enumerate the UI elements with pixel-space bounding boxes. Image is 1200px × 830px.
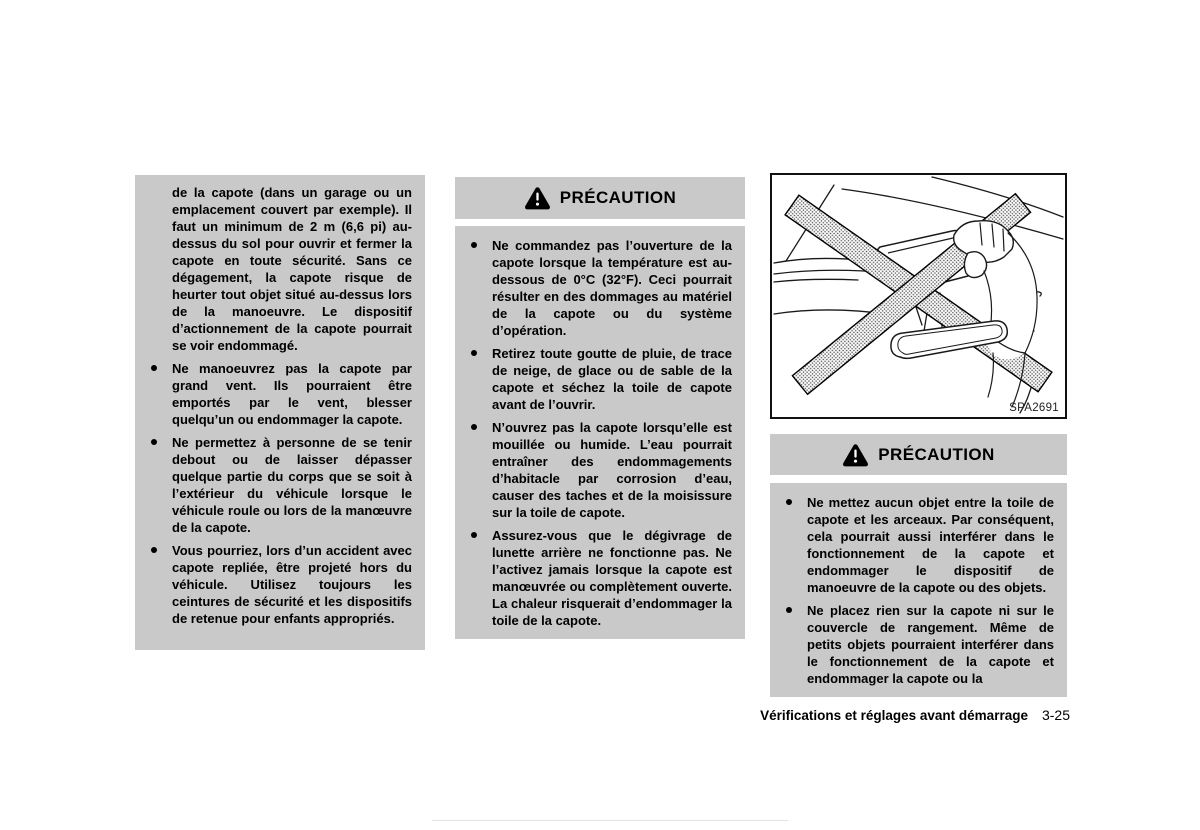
middle-caution-panel xyxy=(455,226,745,639)
caution-header xyxy=(770,434,1067,475)
figure-code-label: SPA2691 xyxy=(1009,402,1059,414)
bullet-text: Ne mettez aucun objet entre la toile de capote et les arceaux. Par conséquent, cela pourrait aussi interférer dans le fonctionnement de la capote et endommager le dispositif de manoeuvre de la capote ou des objets. xyxy=(807,495,1054,595)
figure-crossed-out-top-latch xyxy=(770,173,1067,419)
right-caution-panel xyxy=(770,483,1067,697)
bullet-dot-icon xyxy=(471,242,477,248)
caution-bullet xyxy=(468,237,732,339)
bullet-text: N’ouvrez pas la capote lorsqu’elle est mouillée ou humide. L’eau pourrait entraîner des endommagements d’habitacle par corrosion d’eau, causer des taches et de la moisissure sur la toile de capote. xyxy=(492,420,732,520)
bullet-dot-icon xyxy=(471,350,477,356)
caution-header xyxy=(455,177,745,219)
caution-paragraph: de la capote (dans un garage ou un emplacement couvert par exemple). Il faut un minimum de 2 m (6,6 pi) au-dessus du sol pour ouvrir et fermer la capote en toute sécurité. Sans ce dégagement, la capote risque de heurter tout objet situé au-dessus lors de la manoeuvre. Le dispositif d’actionnement de la capote pourrait se voir endommagé. xyxy=(172,185,412,353)
bullet-text: Ne placez rien sur la capote ni sur le couvercle de rangement. Même de petits objets pourraient interférer dans le fonctionnement de la capote et endommager la capote ou la xyxy=(807,603,1054,686)
footer-section-title: Vérifications et réglages avant démarrage xyxy=(760,708,1028,723)
bullet-dot-icon xyxy=(786,607,792,613)
caution-bullet xyxy=(148,542,412,627)
page-scan-edge xyxy=(432,820,788,821)
bullet-text: Vous pourriez, lors d’un accident avec capote repliée, être projeté hors du véhicule. Utilisez toujours les ceintures de sécurité et les dispositifs de retenue pour enfants appropriés. xyxy=(172,543,412,626)
caution-bullet xyxy=(783,494,1054,596)
caution-bullet xyxy=(468,419,732,521)
bullet-dot-icon xyxy=(786,499,792,505)
caution-bullet xyxy=(148,360,412,428)
warning-triangle-icon xyxy=(842,443,869,467)
bullet-dot-icon xyxy=(151,365,157,371)
page-footer xyxy=(760,707,1070,723)
warning-triangle-icon xyxy=(524,186,551,210)
bullet-dot-icon xyxy=(471,532,477,538)
caution-bullet xyxy=(468,345,732,413)
page-number: 3-25 xyxy=(1041,707,1070,723)
bullet-text: Ne commandez pas l’ouverture de la capote lorsque la température est au-dessous de 0°C (32°F). Ceci pourrait résulter en des dommages au matériel de la capote ou du système d’opération. xyxy=(492,238,732,338)
caution-bullet xyxy=(468,527,732,629)
bullet-dot-icon xyxy=(151,439,157,445)
left-caution-panel xyxy=(135,175,425,650)
caution-title: PRÉCAUTION xyxy=(878,444,995,464)
bullet-dot-icon xyxy=(471,424,477,430)
caution-bullet xyxy=(148,434,412,536)
bullet-text: Ne manoeuvrez pas la capote par grand vent. Ils pourraient être emportés par le vent, blesser quelqu’un ou endommager la capote. xyxy=(172,361,412,427)
bullet-text: Assurez-vous que le dégivrage de lunette arrière ne fonctionne pas. Ne l’activez jamais lorsque la capote est manœuvrée ou complètement ouverte. La chaleur risquerait d’endommager la toile de la capote. xyxy=(492,528,732,628)
illustration-svg xyxy=(772,175,1065,417)
bullet-dot-icon xyxy=(151,547,157,553)
bullet-text: Ne permettez à personne de se tenir debout ou de laisser dépasser quelque partie du corps que se soit à l’extérieur du véhicule lorsque le véhicule roule ou lors de la manœuvre de la capote. xyxy=(172,435,412,535)
caution-title: PRÉCAUTION xyxy=(559,188,677,207)
bullet-text: Retirez toute goutte de pluie, de trace de neige, de glace ou de sable de la capote et séchez la toile de capote avant de l’ouvrir. xyxy=(492,346,732,412)
caution-bullet xyxy=(783,602,1054,687)
